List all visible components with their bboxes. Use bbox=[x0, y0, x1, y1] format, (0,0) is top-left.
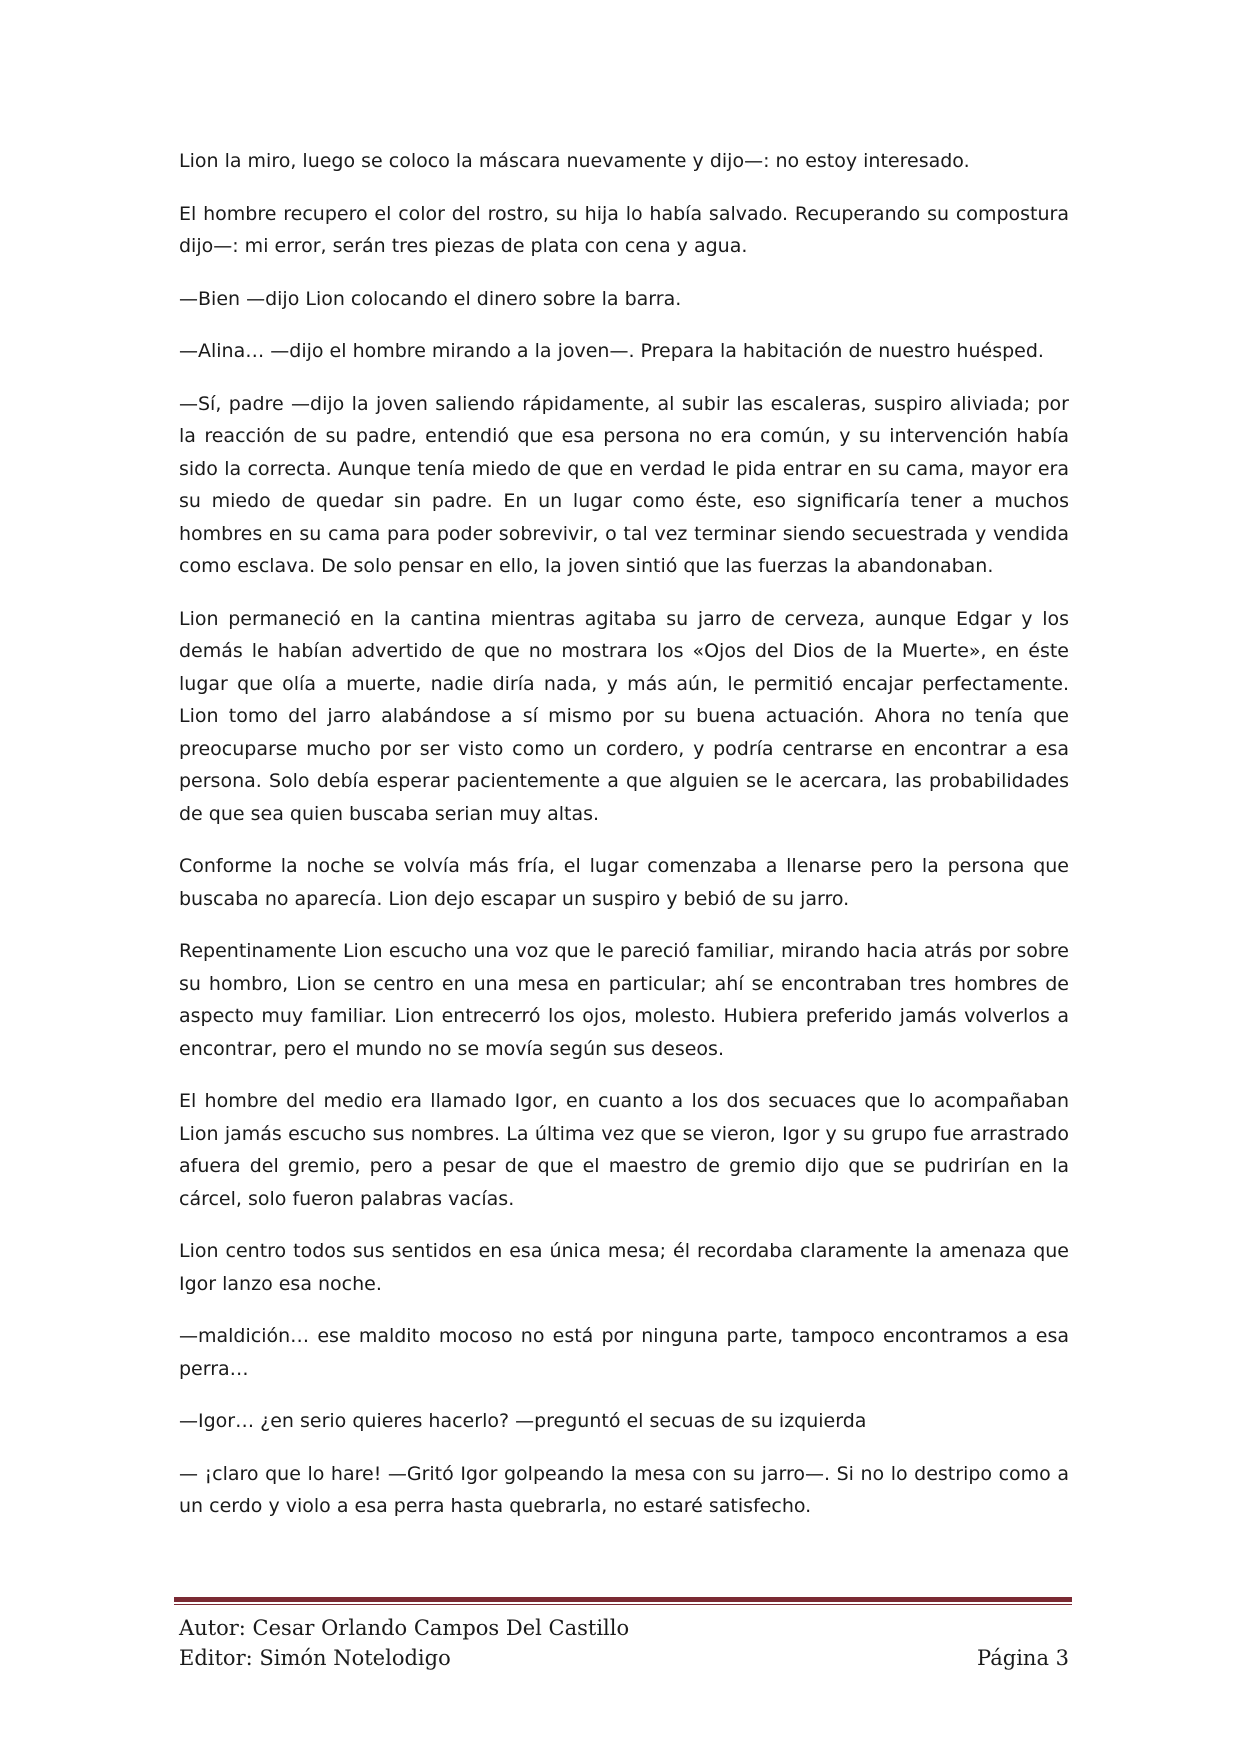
paragraph-12: —Igor… ¿en serio quieres hacerlo? —preguntó el secuas de su izquierda bbox=[179, 1410, 867, 1432]
paragraph-8: Repentinamente Lion escucho una voz que le pareció familiar, mirando hacia atrás por sobre su hombro, Lion se centro en una mesa en particular; ahí se encontraban tres hombres de aspecto muy familiar. Lion entrecerró los ojos, molesto. Hubiera preferido jamás volverlos a encontrar, pero el mundo no se movía según sus deseos. bbox=[179, 940, 1069, 1060]
paragraph-6: Lion permaneció en la cantina mientras agitaba su jarro de cerveza, aunque Edgar y los demás le habían advertido de que no mostrara los «Ojos del Dios de la Muerte», en éste lugar que olía a muerte, nadie diría nada, y más aún, le permitió encajar perfectamente. Lion tomo del jarro alabándose a sí mismo por su buena actuación. Ahora no tenía que preocuparse mucho por ser visto como un cordero, y podría centrarse en encontrar a esa persona. Solo debía esperar pacientemente a que alguien se le acercara, las probabilidades de que sea quien buscaba serian muy altas. bbox=[179, 607, 1069, 825]
footer-editor: Editor: Simón Notelodigo bbox=[179, 1646, 451, 1670]
body-text bbox=[179, 145, 1069, 1543]
paragraph-11: —maldición… ese maldito mocoso no está por ninguna parte, tampoco encontramos a esa perra… bbox=[179, 1325, 1069, 1380]
paragraph-2: El hombre recupero el color del rostro, su hija lo había salvado. Recuperando su compostura dijo—: mi error, serán tres piezas de plata con cena y agua. bbox=[179, 202, 1069, 257]
page-number: Página 3 bbox=[977, 1646, 1069, 1670]
footer-divider bbox=[174, 1597, 1072, 1605]
paragraph-9: El hombre del medio era llamado Igor, en cuanto a los dos secuaces que lo acompañaban Lion jamás escucho sus nombres. La última vez que se vieron, Igor y su grupo fue arrastrado afuera del gremio, pero a pesar de que el maestro de gremio dijo que se pudrirían en la cárcel, solo fueron palabras vacías. bbox=[179, 1090, 1069, 1210]
footer-divider-thin bbox=[174, 1604, 1072, 1605]
paragraph-5: —Sí, padre —dijo la joven saliendo rápidamente, al subir las escaleras, suspiro aliviada; por la reacción de su padre, entendió que esa persona no era común, y su intervención había sido la correcta. Aunque tenía miedo de que en verdad le pida entrar en su cama, mayor era su miedo de quedar sin padre. En un lugar como éste, eso significaría tener a muchos hombres en su cama para poder sobrevivir, o tal vez terminar siendo secuestrada y vendida como esclava. De solo pensar en ello, la joven sintió que las fuerzas la abandonaban. bbox=[179, 392, 1069, 577]
footer-author: Autor: Cesar Orlando Campos Del Castillo bbox=[179, 1616, 630, 1640]
footer-row-editor bbox=[179, 1643, 1069, 1673]
paragraph-13: — ¡claro que lo hare! —Gritó Igor golpeando la mesa con su jarro—. Si no lo destripo como a un cerdo y violo a esa perra hasta quebrarla, no estaré satisfecho. bbox=[179, 1462, 1069, 1517]
footer-row-author bbox=[179, 1613, 1069, 1643]
paragraph-7: Conforme la noche se volvía más fría, el lugar comenzaba a llenarse pero la persona que buscaba no aparecía. Lion dejo escapar un suspiro y bebió de su jarro. bbox=[179, 855, 1069, 910]
paragraph-3: —Bien —dijo Lion colocando el dinero sobre la barra. bbox=[179, 287, 682, 310]
paragraph-1: Lion la miro, luego se coloco la máscara nuevamente y dijo—: no estoy interesado. bbox=[179, 150, 970, 172]
paragraph-4: —Alina… —dijo el hombre mirando a la joven—. Prepara la habitación de nuestro huésped. bbox=[179, 340, 1044, 362]
page-footer bbox=[179, 1613, 1069, 1673]
paragraph-10: Lion centro todos sus sentidos en esa única mesa; él recordaba claramente la amenaza que Igor lanzo esa noche. bbox=[179, 1240, 1069, 1295]
